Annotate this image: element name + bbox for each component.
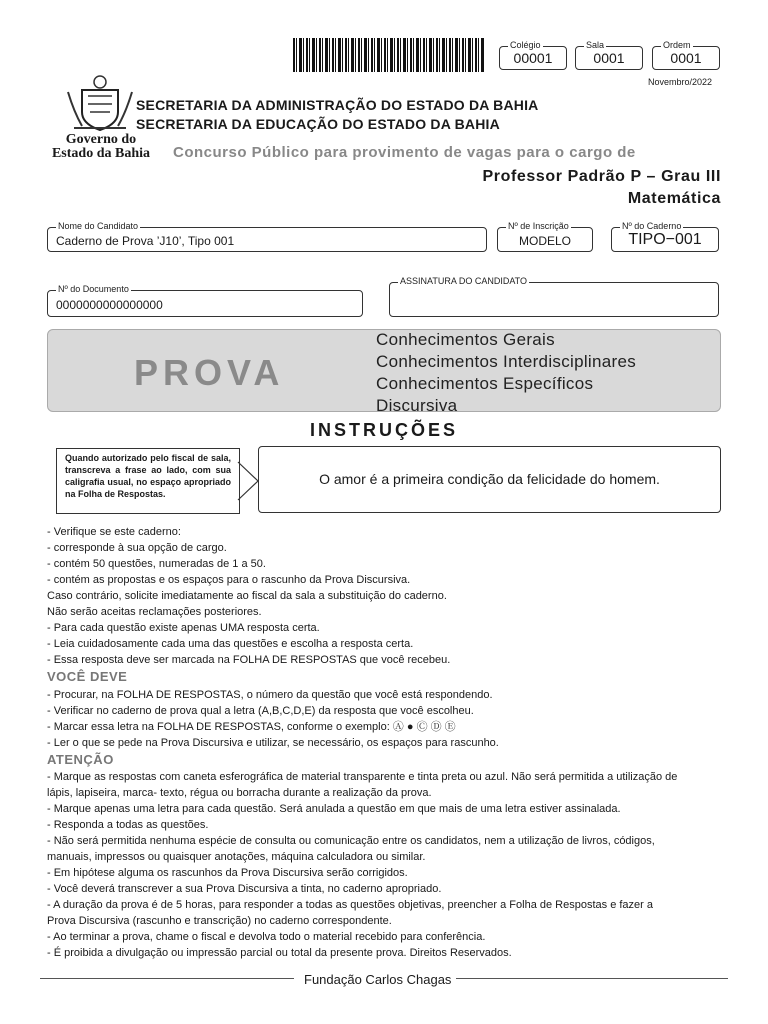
instruction-line: - Procurar, na FOLHA DE RESPOSTAS, o número da questão que você está respondendo. xyxy=(47,689,493,701)
sala-box xyxy=(575,40,643,70)
instruction-line: - Marcar essa letra na FOLHA DE RESPOSTAS, conforme o exemplo: Ⓐ ● Ⓒ Ⓓ Ⓔ xyxy=(47,721,456,733)
prova-section-item: Discursiva xyxy=(376,396,458,415)
instruction-line: - Responda a todas as questões. xyxy=(47,819,209,831)
prova-section-item: Conhecimentos Gerais xyxy=(376,330,555,349)
instruction-line: - Marque as respostas com caneta esferográfica de material transparente e tinta preta ou azul. Não será permitida a utilização de xyxy=(47,771,678,783)
sala-label: Sala xyxy=(586,40,605,50)
coat-of-arms-icon xyxy=(60,72,140,134)
logo-line2: Estado da Bahia xyxy=(51,146,151,161)
header-line2: SECRETARIA DA EDUCAÇÃO DO ESTADO DA BAHIA xyxy=(136,116,500,132)
documento-field xyxy=(47,284,363,317)
instruction-line: - contém as propostas e os espaços para o rascunho da Prova Discursiva. xyxy=(47,574,411,586)
instruction-line: - Não será permitida nenhuma espécie de consulta ou comunicação entre os candidatos, nem a utilização de livros, códigos, xyxy=(47,835,655,847)
footer-divider-right xyxy=(456,978,728,979)
instructions-block2 xyxy=(47,687,727,751)
documento-label: Nº do Documento xyxy=(58,284,129,294)
instruction-line: - É proibida a divulgação ou impressão parcial ou total da presente prova. Direitos Reservados. xyxy=(47,947,512,959)
inscricao-field xyxy=(497,221,593,252)
ordem-box xyxy=(652,40,720,70)
inscricao-label: Nº de Inscrição xyxy=(508,221,569,231)
colegio-value: 00001 xyxy=(513,50,553,66)
documento-value: 0000000000000000 xyxy=(56,298,163,312)
instruction-line: Prova Discursiva (rascunho e transcrição) no caderno correspondente. xyxy=(47,915,392,927)
instruction-line: - Verifique se este caderno: xyxy=(47,526,181,538)
concurso-text: Concurso Público para provimento de vagas para o cargo de xyxy=(173,144,636,161)
instruction-line: - Essa resposta deve ser marcada na FOLHA DE RESPOSTAS que você recebeu. xyxy=(47,654,451,666)
instruction-line: - Leia cuidadosamente cada uma das questões e escolha a resposta certa. xyxy=(47,638,414,650)
governo-logo-text xyxy=(46,133,156,161)
instruction-line: - Ao terminar a prova, chame o fiscal e devolva todo o material recebido para conferência. xyxy=(47,931,486,943)
prova-sections xyxy=(376,329,636,417)
instrucoes-title: INSTRUÇÕES xyxy=(309,420,458,440)
inscricao-value: MODELO xyxy=(518,234,571,248)
instruction-line: Caso contrário, solicite imediatamente ao fiscal da sala a substituição do caderno. xyxy=(47,590,447,602)
sala-value: 0001 xyxy=(593,50,625,66)
logo-line1: Governo do xyxy=(65,132,137,147)
barcode xyxy=(293,38,485,72)
prova-section-item: Conhecimentos Interdisciplinares xyxy=(376,352,637,371)
instruction-line: - corresponde à sua opção de cargo. xyxy=(47,542,227,554)
instruction-line: - Você deverá transcrever a sua Prova Discursiva a tinta, no caderno apropriado. xyxy=(47,883,442,895)
prova-section-item: Conhecimentos Específicos xyxy=(376,374,594,393)
fcc-logo-text: Fundação Carlos Chagas xyxy=(304,972,452,987)
footer-divider-left xyxy=(40,978,294,979)
exam-date: Novembro/2022 xyxy=(648,77,713,87)
instructions-block3 xyxy=(47,769,727,961)
instructions-block1 xyxy=(47,524,727,668)
voce-deve-title: VOCÊ DEVE xyxy=(47,669,128,684)
cargo-title: Professor Padrão P – Grau III xyxy=(482,168,721,185)
instruction-line: - A duração da prova é de 5 horas, para responder a todas as questões objetivas, preencher a Folha de Respostas e fazer a xyxy=(47,899,653,911)
instruction-line: - contém 50 questões, numeradas de 1 a 50. xyxy=(47,558,266,570)
prova-title: PROVA xyxy=(134,352,285,393)
cargo-subject: Matemática xyxy=(627,190,721,207)
instruction-line: - Marque apenas uma letra para cada questão. Será anulada a questão em que mais de uma letra estiver assinalada. xyxy=(47,803,621,815)
ordem-value: 0001 xyxy=(670,50,702,66)
nome-label: Nome do Candidato xyxy=(58,221,139,231)
caderno-value: TIPO−001 xyxy=(628,231,702,248)
caderno-label: Nº do Caderno xyxy=(622,221,682,231)
assinatura-label: ASSINATURA DO CANDIDATO xyxy=(400,276,528,286)
nome-value: Caderno de Prova ’J10’, Tipo 001 xyxy=(56,234,235,248)
ordem-label: Ordem xyxy=(663,40,691,50)
instruction-line: Não serão aceitas reclamações posteriores. xyxy=(47,606,262,618)
instruction-line: - Em hipótese alguma os rascunhos da Prova Discursiva serão corrigidos. xyxy=(47,867,408,879)
instruction-line: - Verificar no caderno de prova qual a letra (A,B,C,D,E) da resposta que você escolheu. xyxy=(47,705,474,717)
transcription-note: Quando autorizado pelo fiscal de sala, transcreva a frase ao lado, com sua caligrafia usual, no espaço apropriado na Folha de Respostas. xyxy=(56,448,240,514)
instruction-line: manuais, impressos ou quaisquer anotações, máquina calculadora ou similar. xyxy=(47,851,426,863)
caderno-field xyxy=(611,221,719,252)
colegio-label: Colégio xyxy=(510,40,541,50)
instruction-line: - Para cada questão existe apenas UMA resposta certa. xyxy=(47,622,320,634)
colegio-box xyxy=(499,40,567,70)
transcription-phrase: O amor é a primeira condição da felicidade do homem. xyxy=(319,471,660,487)
instruction-line: - Ler o que se pede na Prova Discursiva e utilizar, se necessário, os espaços para rascunho. xyxy=(47,737,499,749)
arrow-right-icon xyxy=(236,456,260,506)
header-line1: SECRETARIA DA ADMINISTRAÇÃO DO ESTADO DA BAHIA xyxy=(136,97,539,113)
nome-field xyxy=(47,221,487,252)
instruction-line: lápis, lapiseira, marca- texto, régua ou borracha durante a realização da prova. xyxy=(47,787,432,799)
atencao-title: ATENÇÃO xyxy=(47,752,114,767)
assinatura-field xyxy=(389,276,719,317)
